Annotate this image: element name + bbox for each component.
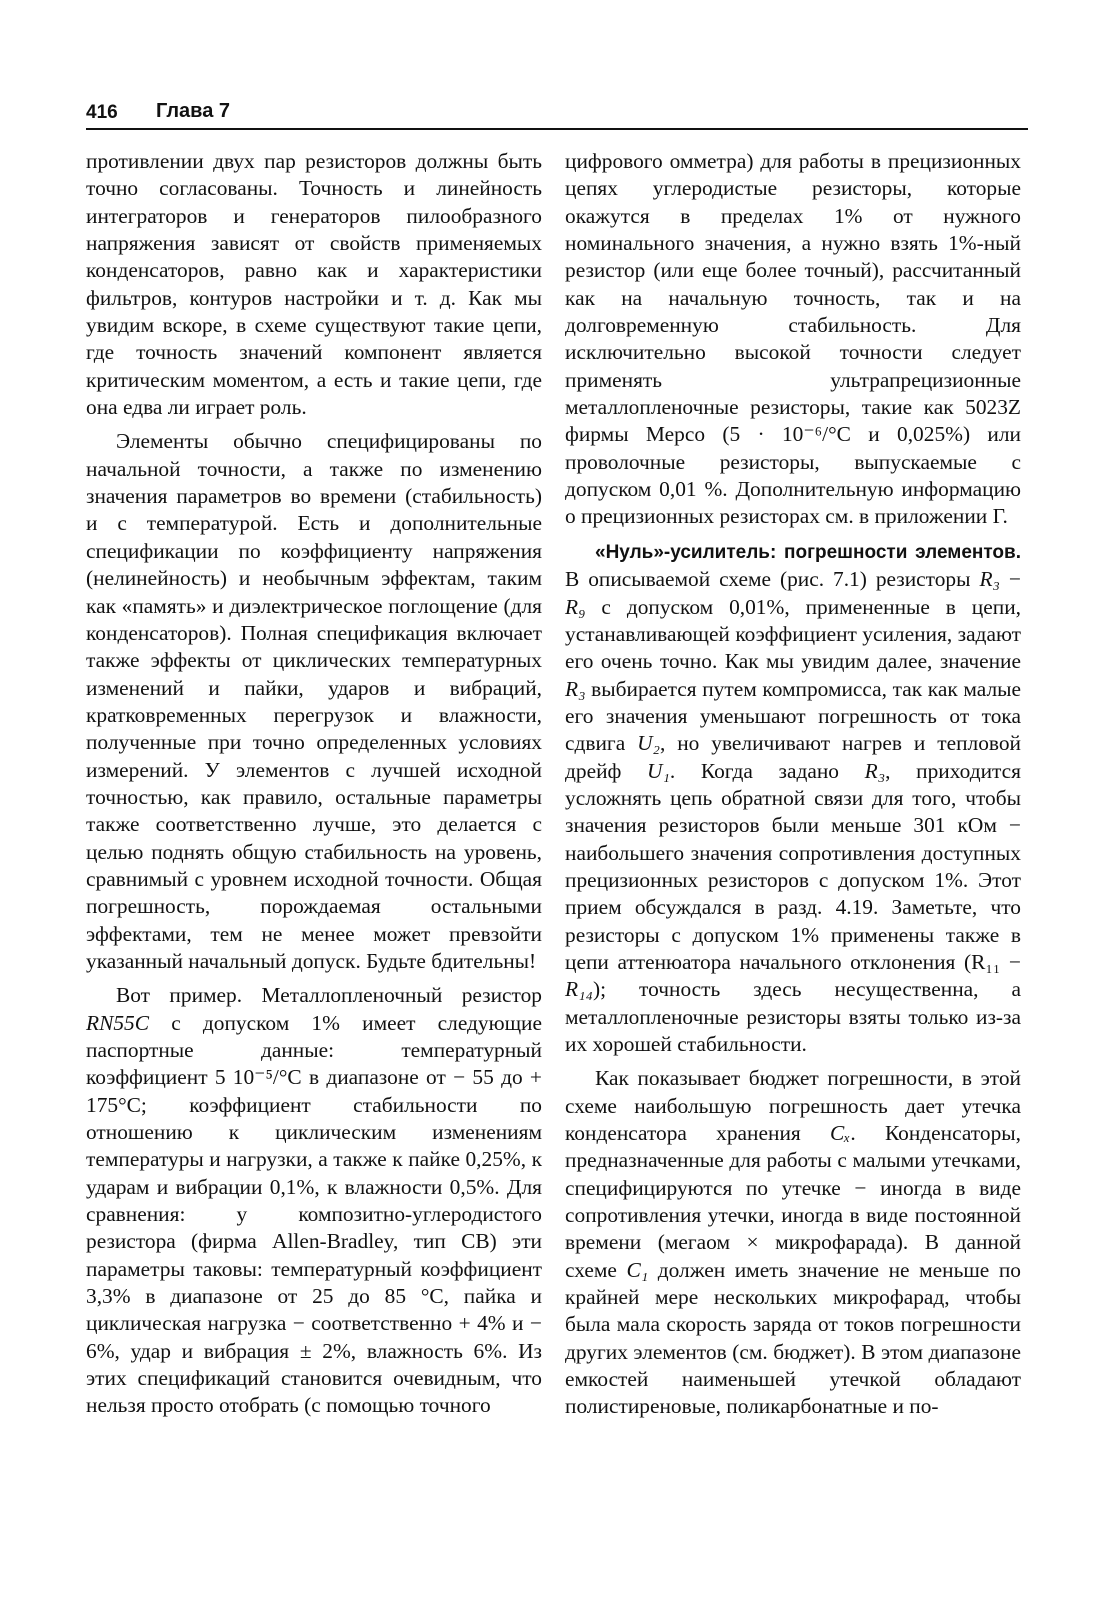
paragraph-element-specs: Элементы обычно специфицированы по начальной точности, а также по изменению значения параметров во времени (стабильность) и с температурой. Есть и дополнительные спецификации по коэффициенту напряжения (нелинейность) и необычным эффектам, таким как «память» и диэлектрическое поглощение (для конденсаторов). Полная спецификация включает также эффекты от циклических температурных изменений и пайки, ударов и вибраций, кратковременных перегрузок и влажности, полученные при точно определенных условиях измерений. У элементов с лучшей исходной точностью, как правило, остальные параметры также соответственно лучше, это делается с целью поднять общую стабильность на уровень, сравнимый с уровнем исходной точности. Общая погрешность, порождаемая остальными эффектами, тем не менее может превзойти указанный начальный допуск. Будьте бдительны! [86, 429, 542, 973]
text-run: В описываемой схеме (рис. 7.1) резисторы [565, 567, 980, 592]
example-text-rest: с допуском 1% имеет следующие паспортные данные: температурный коэффициент 5 10⁻⁵/°С в диапазоне от − 55 до + 175°С; коэффициент стабильности по отношению к циклическим изменениям температуры и нагрузки, а также к пайке 0,25%, к ударам и вибрации 0,1%, к влажности 0,5%. Для сравнения: у композитно-углеродистого резистора (фирма Allen-Bradley, тип СВ) эти параметры таковы: температурный коэффициент 3,3% в диапазоне от 25 до 85 °С, пайка и циклическая нагрузка − соответственно + 4% и − 6%, удар и вибрация ± 2%, влажность 6%. Из этих спецификаций становится очевидным, что нельзя просто отобрать (с помощью точного [86, 1010, 542, 1418]
text-run: − [999, 567, 1021, 592]
text-run: с допуском 0,01%, примененные в цепи, устанавливающей коэффициент усиления, задают его очень точно. Как мы увидим далее, значение [565, 594, 1021, 674]
text-run: должен иметь значение не меньше по крайней мере нескольких микрофарад, чтобы была мала скорость заряда от токов погрешности других элементов (см. бюджет). В этом диапазоне емкостей наименьшей утечкой обладают полистиреновые, поликарбонатные и по- [565, 1257, 1021, 1419]
text-run: . Когда задано [669, 758, 865, 783]
paragraph-continuation-right: цифрового омметра) для работы в прецизионных цепях углеродистые резисторы, которые окажутся в пределах 1% от нужного номинального значения, а нужно взять 1%-ный резистор (или еще более точный), рассчитанный как на начальную точность, так и на долговременную стабильность. Для исключительно высокой точности следует применять ультрапрецизионные металлопленочные резисторы, такие как 5023Z фирмы Мерсо (5 · 10⁻⁶/°С и 0,025%) или проволочные резисторы, выпускаемые с допуском 0,01 %. Дополнительную информацию о прецизионных резисторах см. в приложении Г. [565, 149, 1021, 529]
example-text-start: Вот пример. Металлопленочный резистор [116, 983, 542, 1008]
symbol-r9: R₉ [565, 594, 586, 619]
text-run: . Конденсаторы, предназначенные для работы с малыми утечками, специфицируются по утечке − иногда в виде сопротивления утечки, иногда в виде постоянной времени (мегаом × микрофарада). В данной схеме [565, 1121, 1021, 1282]
page-number: 416 [86, 102, 118, 123]
section-run-in-heading: «Нуль»-усилитель: погрешности элементов. [595, 541, 1021, 563]
chapter-title: Глава 7 [156, 100, 231, 122]
symbol-r3: R₃ [565, 676, 586, 701]
symbol-c1: C₁ [626, 1257, 649, 1282]
resistor-model: RN55C [86, 1010, 149, 1035]
symbol-r14: R₁₄ [565, 977, 593, 1002]
left-column [86, 148, 542, 1420]
text-run: , но увеличивают нагрев и тепловой дрейф [565, 731, 1021, 783]
page-header [86, 100, 1028, 130]
symbol-cx: Cₓ [829, 1121, 851, 1146]
paragraph-null-amplifier [565, 538, 1021, 1059]
symbol-r3: R₃ [979, 567, 1000, 592]
paragraph-example [86, 982, 542, 1420]
text-run: ); точность здесь несущественна, а металлопленочные резисторы взяты только из-за их хорошей стабильности. [565, 977, 1021, 1056]
right-column [565, 148, 1021, 1421]
paragraph-continuation: противлении двух пар резисторов должны быть точно согласованы. Точность и линейность интеграторов и генераторов пилообразного напряжения зависят от свойств применяемых конденсаторов, равно как и характеристики фильтров, контуров настройки и т. д. Как мы увидим вскоре, в схеме существуют такие цепи, где точность значений компонент является критическим моментом, а есть и такие цепи, где она едва ли играет роль. [86, 149, 542, 420]
text-run: Как показывает бюджет погрешности, в этой схеме наибольшую погрешность дает утечка конденсатора хранения [565, 1066, 1021, 1146]
paragraph-error-budget [565, 1065, 1021, 1420]
text-run: выбирается путем компромисса, так как малые его значения уменьшают погрешность от тока сдвига [565, 676, 1021, 756]
symbol-u1: U₁ [647, 758, 670, 783]
symbol-u2: U₂ [637, 731, 660, 756]
symbol-r3: R₃ [864, 758, 886, 783]
text-run: , приходится усложнять цепь обратной связи для того, чтобы значения резисторов были меньше 301 кОм − наибольшего значения сопротивления доступных прецизионных резисторов с допуском 1%. Этот прием обсуждался в разд. 4.19. Заметьте, что резисторы с допуском 1% применены также в цепи аттенюатора начального отклонения (R₁₁ − [565, 758, 1021, 974]
